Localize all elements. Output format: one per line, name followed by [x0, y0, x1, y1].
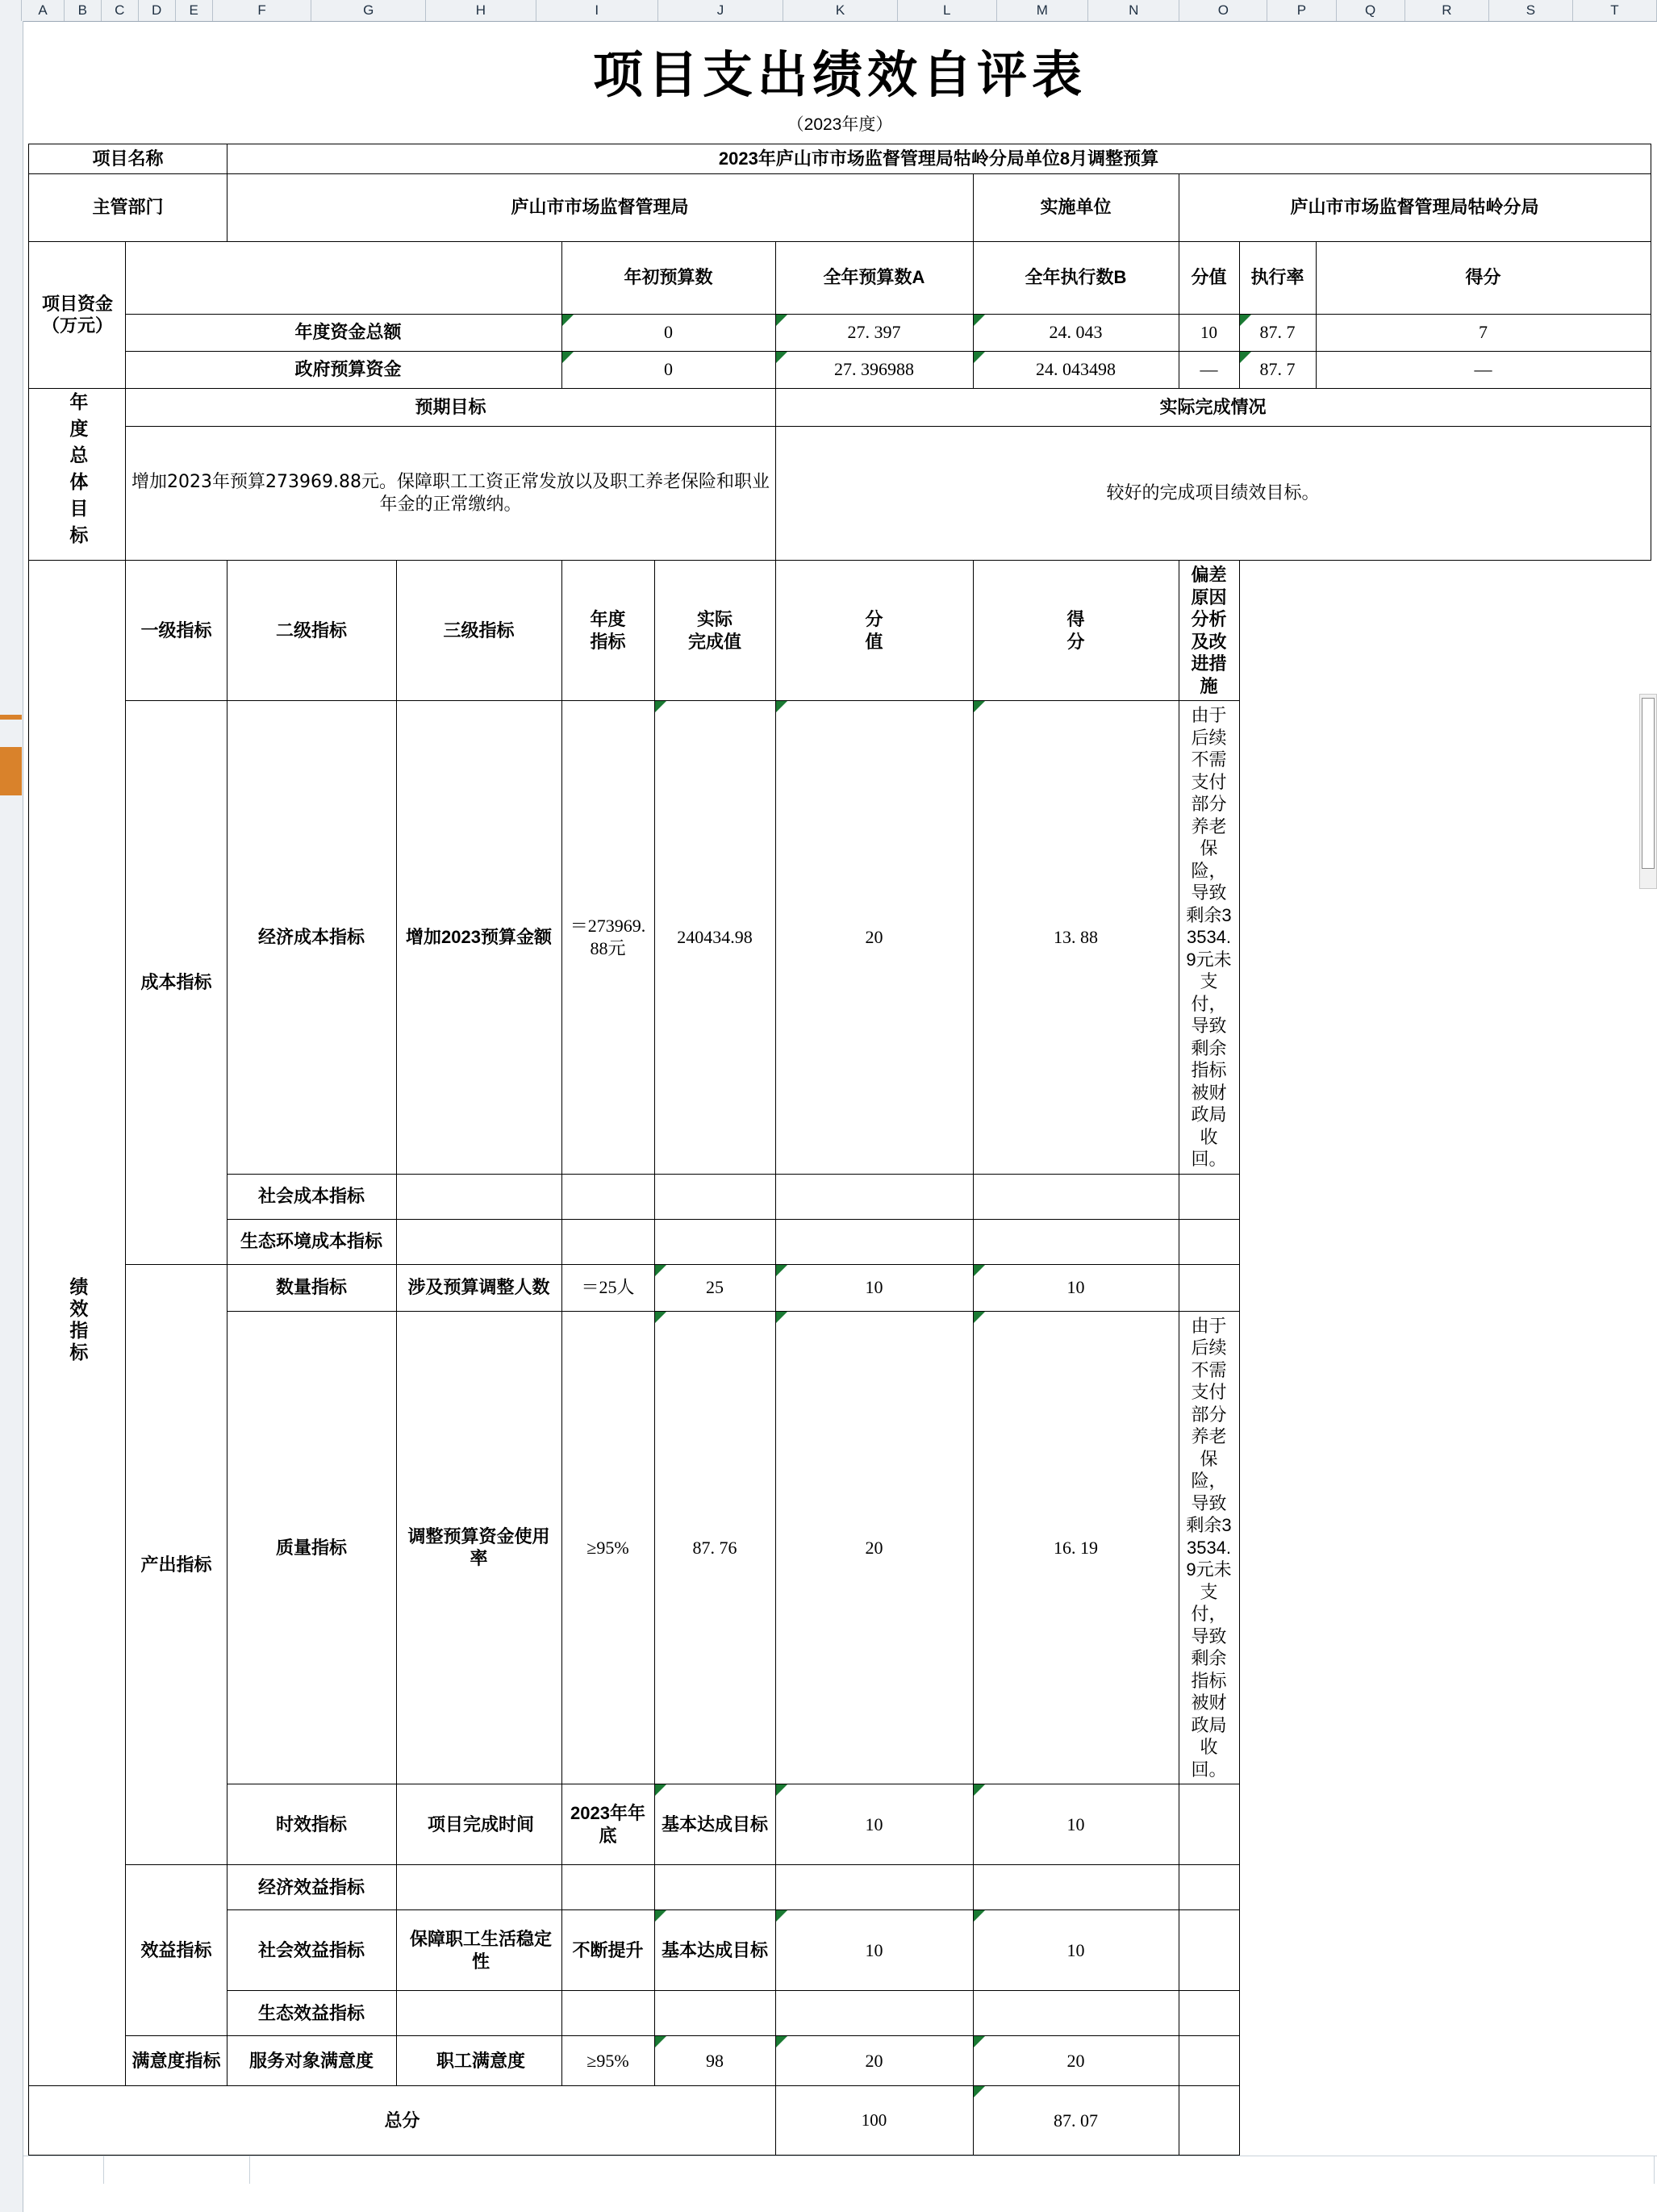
column-header-G[interactable]: G — [311, 0, 426, 21]
indicator-actual-staff-stability[interactable]: 基本达成目标 — [654, 1910, 775, 1991]
table-row-indicator-benefit-social — [29, 1910, 1651, 1991]
project-name-value[interactable]: 2023年庐山市市场监督管理局牯岭分局单位8月调整预算 — [227, 144, 1651, 174]
indicator-level3-fund-usage-rate: 调整预算资金使用率 — [396, 1311, 561, 1784]
scrollbar-thumb[interactable] — [1642, 698, 1655, 869]
page-subtitle: （2023年度） — [787, 115, 893, 134]
table-row-indicator-output-quality — [29, 1311, 1651, 1784]
funds-col-year-exec: 全年执行数B — [973, 241, 1179, 314]
indicator-deviation-completion-time[interactable] — [1179, 1784, 1239, 1865]
indicator-deviation-staff-stability[interactable] — [1179, 1910, 1239, 1991]
total-score[interactable]: 87. 07 — [973, 2086, 1179, 2156]
performance-self-evaluation-table — [28, 144, 1651, 2156]
funds-label — [29, 241, 126, 388]
column-header-I[interactable]: I — [536, 0, 658, 21]
column-header-T[interactable]: T — [1573, 0, 1657, 21]
indicator-score-value-eco-benefit[interactable] — [775, 1991, 973, 2036]
indicator-level2-social-cost: 社会成本指标 — [227, 1174, 396, 1219]
indicator-score-staff-stability[interactable]: 10 — [973, 1910, 1179, 1991]
department-label: 主管部门 — [29, 173, 227, 241]
funds-label-line1: 项目资金 — [41, 293, 113, 314]
project-name-label: 项目名称 — [29, 144, 227, 174]
row-selection-marker-2 — [0, 747, 22, 795]
column-header-F[interactable]: F — [213, 0, 312, 21]
funds-total-exec-rate[interactable]: 87. 7 — [1239, 314, 1316, 351]
indicator-level2-timeliness: 时效指标 — [227, 1784, 396, 1865]
table-row-indicator-cost-social — [29, 1174, 1651, 1219]
indicator-score-fund-usage-rate[interactable]: 16. 19 — [973, 1311, 1179, 1784]
table-row-indicator-cost-economic — [29, 701, 1651, 1175]
indicator-score-budget-increase[interactable]: 13. 88 — [973, 701, 1179, 1175]
column-header-A[interactable]: A — [22, 0, 65, 21]
indicator-level1-cost: 成本指标 — [126, 701, 227, 1265]
vertical-scrollbar[interactable] — [1639, 694, 1657, 889]
table-row-indicator-cost-ecological — [29, 1219, 1651, 1264]
indicator-col-annual — [561, 561, 654, 701]
indicator-actual-economic-benefit[interactable] — [654, 1865, 775, 1910]
funds-total-year-budget[interactable]: 27. 397 — [775, 314, 973, 351]
overall-goal-expected-text[interactable]: 增加2023年预算273969.88元。保障职工工资正常发放以及职工养老保险和职业年金的正常缴纳。 — [126, 427, 775, 561]
indicator-actual-fund-usage-rate[interactable]: 87. 76 — [654, 1311, 775, 1784]
empty-row-1[interactable] — [23, 2156, 1657, 2184]
indicator-col-score-value-line2: 值 — [865, 631, 883, 652]
indicator-actual-social-cost[interactable] — [654, 1174, 775, 1219]
indicator-level2-social-benefit: 社会效益指标 — [227, 1910, 396, 1991]
overall-goal-actual-text[interactable]: 较好的完成项目绩效目标。 — [775, 427, 1651, 561]
document-content — [23, 22, 1657, 2212]
column-header-R[interactable]: R — [1405, 0, 1489, 21]
indicator-level2-eco-cost: 生态环境成本指标 — [227, 1219, 396, 1264]
indicator-annual-social-cost[interactable] — [561, 1174, 654, 1219]
table-row-department — [29, 173, 1651, 241]
indicator-col-annual-line2: 指标 — [590, 631, 626, 652]
column-header-E[interactable]: E — [176, 0, 213, 21]
indicator-col-score-line1: 得 — [1066, 609, 1085, 629]
indicator-score-value-staff-stability[interactable]: 10 — [775, 1910, 973, 1991]
funds-total-year-exec[interactable]: 24. 043 — [973, 314, 1179, 351]
indicator-annual-economic-benefit[interactable] — [561, 1865, 654, 1910]
funds-total-score-value[interactable]: 10 — [1179, 314, 1239, 351]
indicator-deviation-economic-benefit[interactable] — [1179, 1865, 1239, 1910]
indicators-side-label — [29, 561, 126, 2086]
column-header-C[interactable]: C — [102, 0, 139, 21]
indicator-score-eco-benefit[interactable] — [973, 1991, 1179, 2036]
indicator-score-completion-time[interactable]: 10 — [973, 1784, 1179, 1865]
table-row-funds-total — [29, 314, 1651, 351]
indicator-col-score-value — [775, 561, 973, 701]
indicator-col-actual-line1: 实际 — [696, 609, 733, 629]
indicator-col-actual — [654, 561, 775, 701]
indicator-annual-eco-cost[interactable] — [561, 1219, 654, 1264]
indicator-deviation-social-cost[interactable] — [1179, 1174, 1239, 1219]
indicator-score-value-staff-satisfaction[interactable]: 20 — [775, 2036, 973, 2086]
indicator-score-value-eco-cost[interactable] — [775, 1219, 973, 1264]
column-header-J[interactable]: J — [658, 0, 784, 21]
funds-label-line2: （万元） — [41, 315, 113, 336]
indicator-deviation-budget-increase[interactable]: 由于后续不需支付部分养老保险，导致剩余33534.9元未支付，导致剩余指标被财政局收回。 — [1179, 701, 1239, 1175]
funds-col-begin-budget: 年初预算数 — [561, 241, 775, 314]
indicator-score-economic-benefit[interactable] — [973, 1865, 1179, 1910]
column-header-gutter — [0, 0, 22, 21]
column-header-N[interactable]: N — [1088, 0, 1179, 21]
indicator-col-level3: 三级指标 — [396, 561, 561, 701]
indicator-annual-fund-usage-rate[interactable]: ≥95% — [561, 1311, 654, 1784]
column-header-S[interactable]: S — [1489, 0, 1573, 21]
overall-goal-side-label-text: 年度总体目标 — [67, 391, 89, 552]
funds-col-year-budget: 全年预算数A — [775, 241, 973, 314]
row-selection-marker — [0, 715, 22, 720]
indicator-level3-completion-time: 项目完成时间 — [396, 1784, 561, 1865]
indicator-level3-staff-stability: 保障职工生活稳定性 — [396, 1910, 561, 1991]
funds-col-blank — [126, 241, 561, 314]
indicator-col-annual-line1: 年度 — [590, 609, 626, 629]
indicator-deviation-adjust-headcount[interactable] — [1179, 1264, 1239, 1311]
indicator-score-social-cost[interactable] — [973, 1174, 1179, 1219]
table-row-indicator-output-timeliness — [29, 1784, 1651, 1865]
indicator-actual-staff-satisfaction[interactable]: 98 — [654, 2036, 775, 2086]
funds-gov-begin-budget[interactable]: 0 — [561, 351, 775, 388]
table-row-indicator-benefit-ecological — [29, 1991, 1651, 2036]
indicator-score-value-economic-benefit[interactable] — [775, 1865, 973, 1910]
indicator-deviation-eco-cost[interactable] — [1179, 1219, 1239, 1264]
indicator-level1-output: 产出指标 — [126, 1264, 227, 1865]
indicator-level2-quantity: 数量指标 — [227, 1264, 396, 1311]
indicator-score-staff-satisfaction[interactable]: 20 — [973, 2036, 1179, 2086]
funds-total-begin-budget[interactable]: 0 — [561, 314, 775, 351]
overall-goal-expected-header: 预期目标 — [126, 388, 775, 427]
indicator-level1-satisfaction: 满意度指标 — [126, 2036, 227, 2086]
total-deviation-blank[interactable] — [1179, 2086, 1239, 2156]
indicator-annual-staff-satisfaction[interactable]: ≥95% — [561, 2036, 654, 2086]
column-header-L[interactable]: L — [898, 0, 997, 21]
indicator-col-deviation-line1: 偏差原因分析 — [1191, 565, 1227, 629]
column-header-Q[interactable]: Q — [1337, 0, 1405, 21]
total-score-value[interactable]: 100 — [775, 2086, 973, 2156]
funds-col-score: 得分 — [1316, 241, 1651, 314]
row-header-gutter[interactable] — [0, 21, 23, 2212]
funds-col-exec-rate: 执行率 — [1239, 241, 1316, 314]
indicator-deviation-eco-benefit[interactable] — [1179, 1991, 1239, 2036]
indicator-score-value-social-cost[interactable] — [775, 1174, 973, 1219]
indicator-level3-social-cost[interactable] — [396, 1174, 561, 1219]
indicator-level2-eco-benefit: 生态效益指标 — [227, 1991, 396, 2036]
table-row-funds-header — [29, 241, 1651, 314]
indicator-level2-service-satisfaction: 服务对象满意度 — [227, 2036, 396, 2086]
sheet-bottom-rows — [23, 2156, 1657, 2212]
indicator-col-score-value-line1: 分 — [865, 609, 883, 629]
table-row-funds-government — [29, 351, 1651, 388]
indicator-col-score-line2: 分 — [1066, 631, 1085, 652]
indicator-col-deviation-line2: 及改进措施 — [1191, 631, 1227, 696]
table-row-overall-goal-header — [29, 388, 1651, 427]
funds-row-label-total: 年度资金总额 — [126, 314, 561, 351]
table-row-project-name — [29, 144, 1651, 174]
indicator-level1-benefit: 效益指标 — [126, 1865, 227, 2036]
indicator-col-level2: 二级指标 — [227, 561, 396, 701]
column-header-H[interactable]: H — [426, 0, 536, 21]
table-row-indicator-output-quantity — [29, 1264, 1651, 1311]
indicator-level3-staff-satisfaction: 职工满意度 — [396, 2036, 561, 2086]
indicator-annual-budget-increase[interactable]: ＝273969.88元 — [561, 701, 654, 1175]
indicator-actual-completion-time[interactable]: 基本达成目标 — [654, 1784, 775, 1865]
funds-row-label-gov: 政府预算资金 — [126, 351, 561, 388]
column-header-P[interactable]: P — [1267, 0, 1336, 21]
funds-gov-score[interactable]: — — [1316, 351, 1651, 388]
table-row-indicator-benefit-economic — [29, 1865, 1651, 1910]
indicator-annual-adjust-headcount[interactable]: ＝25人 — [561, 1264, 654, 1311]
unit-label: 实施单位 — [973, 173, 1179, 241]
total-label: 总分 — [29, 2086, 775, 2156]
indicator-level3-budget-increase: 增加2023预算金额 — [396, 701, 561, 1175]
indicator-score-value-fund-usage-rate[interactable]: 20 — [775, 1311, 973, 1784]
column-header-B[interactable]: B — [65, 0, 102, 21]
indicator-actual-budget-increase[interactable]: 240434.98 — [654, 701, 775, 1175]
indicator-col-score — [973, 561, 1179, 701]
funds-gov-score-value[interactable]: — — [1179, 351, 1239, 388]
indicator-level3-eco-cost[interactable] — [396, 1219, 561, 1264]
funds-gov-year-budget[interactable]: 27. 396988 — [775, 351, 973, 388]
indicator-annual-eco-benefit[interactable] — [561, 1991, 654, 2036]
indicator-annual-completion-time[interactable]: 2023年年底 — [561, 1784, 654, 1865]
indicator-level2-economic-cost: 经济成本指标 — [227, 701, 396, 1175]
indicator-col-level1: 一级指标 — [126, 561, 227, 701]
table-row-total — [29, 2086, 1651, 2156]
indicators-side-label-text: 绩效指标 — [67, 1276, 89, 1364]
indicator-level2-economic-benefit: 经济效益指标 — [227, 1865, 396, 1910]
funds-gov-exec-rate[interactable]: 87. 7 — [1239, 351, 1316, 388]
overall-goal-actual-header: 实际完成情况 — [775, 388, 1651, 427]
funds-col-score-value: 分值 — [1179, 241, 1239, 314]
page-title: 项目支出绩效自评表 — [592, 45, 1087, 104]
indicator-level3-economic-benefit[interactable] — [396, 1865, 561, 1910]
indicator-level3-adjust-headcount: 涉及预算调整人数 — [396, 1264, 561, 1311]
column-header-strip[interactable] — [0, 0, 1657, 22]
table-row-overall-goal-body — [29, 427, 1651, 561]
indicator-score-value-completion-time[interactable]: 10 — [775, 1784, 973, 1865]
funds-gov-year-exec[interactable]: 24. 043498 — [973, 351, 1179, 388]
column-header-K[interactable]: K — [783, 0, 898, 21]
overall-goal-side-label — [29, 388, 126, 561]
indicator-col-actual-line2: 完成值 — [687, 631, 741, 652]
indicator-actual-adjust-headcount[interactable]: 25 — [654, 1264, 775, 1311]
indicator-score-adjust-headcount[interactable]: 10 — [973, 1264, 1179, 1311]
indicator-col-deviation — [1179, 561, 1239, 701]
table-row-indicator-header — [29, 561, 1651, 701]
indicator-level3-eco-benefit[interactable] — [396, 1991, 561, 2036]
funds-total-score[interactable]: 7 — [1316, 314, 1651, 351]
table-row-indicator-satisfaction — [29, 2036, 1651, 2086]
indicator-score-eco-cost[interactable] — [973, 1219, 1179, 1264]
indicator-score-value-budget-increase[interactable]: 20 — [775, 701, 973, 1175]
indicator-level2-quality: 质量指标 — [227, 1311, 396, 1784]
indicator-annual-staff-stability[interactable]: 不断提升 — [561, 1910, 654, 1991]
indicator-score-value-adjust-headcount[interactable]: 10 — [775, 1264, 973, 1311]
column-header-M[interactable]: M — [997, 0, 1088, 21]
indicator-actual-eco-cost[interactable] — [654, 1219, 775, 1264]
unit-value[interactable]: 庐山市市场监督管理局牯岭分局 — [1179, 173, 1651, 241]
column-header-D[interactable]: D — [139, 0, 176, 21]
indicator-deviation-staff-satisfaction[interactable] — [1179, 2036, 1239, 2086]
department-value[interactable]: 庐山市市场监督管理局 — [227, 173, 973, 241]
column-header-O[interactable]: O — [1179, 0, 1267, 21]
indicator-actual-eco-benefit[interactable] — [654, 1991, 775, 2036]
indicator-deviation-fund-usage-rate[interactable]: 由于后续不需支付部分养老保险，导致剩余33534.9元未支付，导致剩余指标被财政局收回。 — [1179, 1311, 1239, 1784]
